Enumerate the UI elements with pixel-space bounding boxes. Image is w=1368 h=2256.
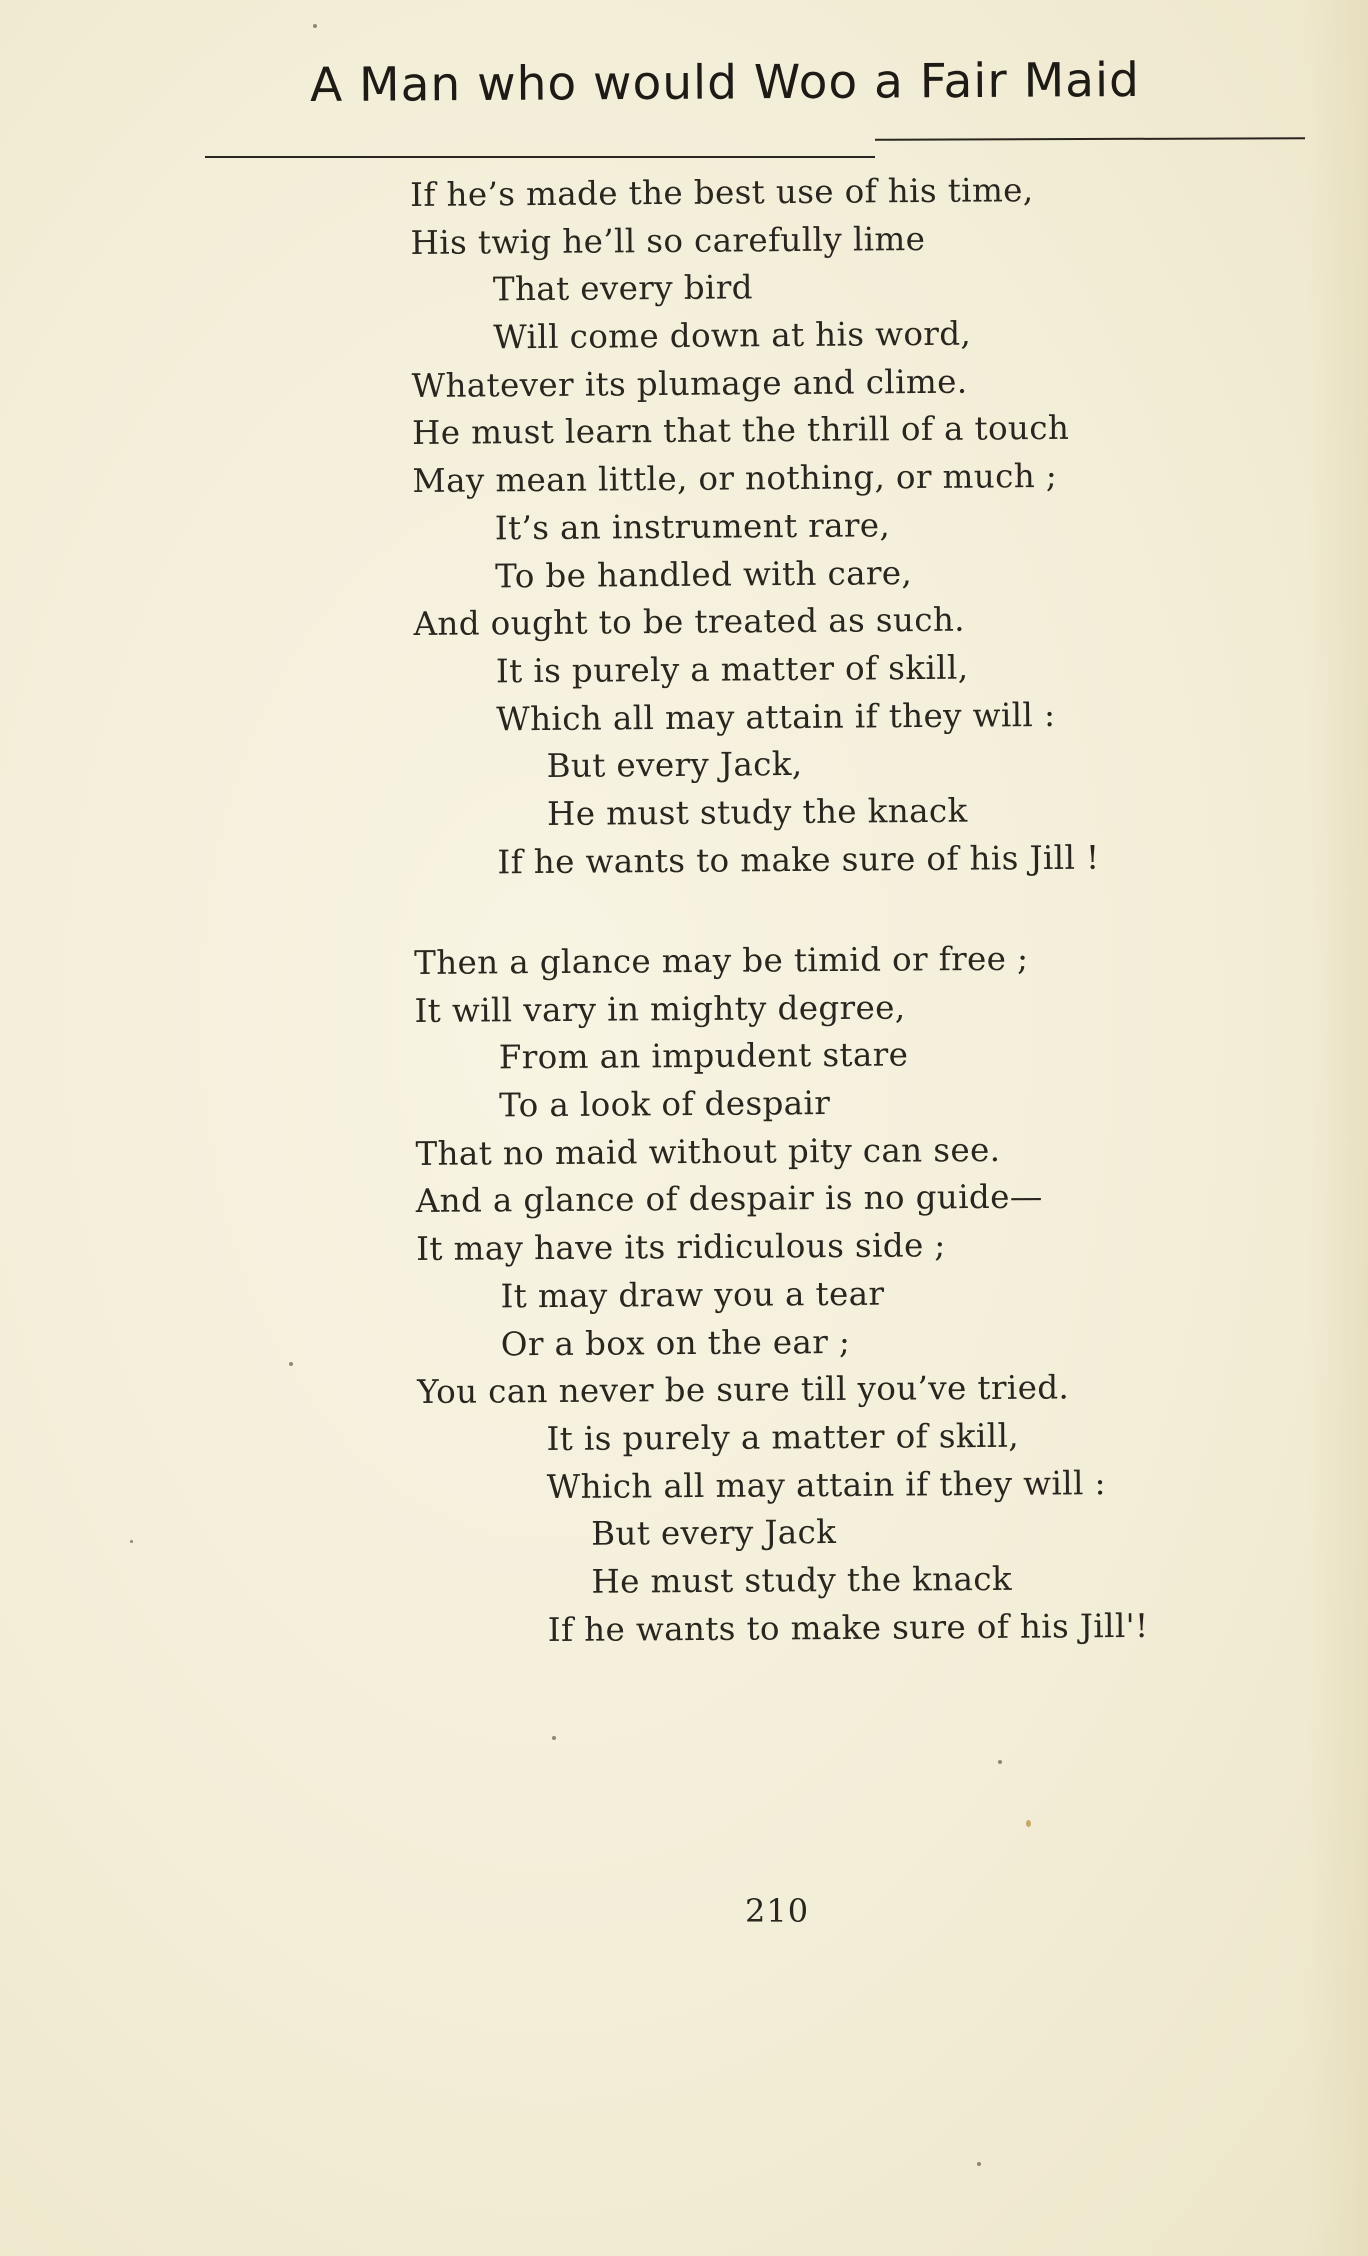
- page-number: 210: [745, 1892, 810, 1930]
- verse-line: That no maid without pity can see.: [415, 1130, 1001, 1173]
- verse-line: From an impudent stare: [498, 1035, 909, 1077]
- paper-speck: [977, 2162, 981, 2166]
- verse-line: His twig he’ll so carefully lime: [410, 219, 926, 262]
- verse-line: May mean little, or nothing, or much ;: [412, 457, 1058, 501]
- verse-line: That every bird: [492, 268, 754, 309]
- verse-line: But every Jack,: [546, 745, 803, 786]
- verse-line: He must study the knack: [591, 1559, 1013, 1601]
- verse-line: It is purely a matter of skill,: [495, 648, 969, 691]
- paper-speck: [998, 1760, 1002, 1764]
- header-rule-left: [205, 156, 875, 158]
- verse-line: If he wants to make sure of his Jill !: [497, 838, 1100, 881]
- verse-line: And ought to be treated as such.: [413, 600, 966, 644]
- verse-line: To a look of despair: [499, 1084, 831, 1125]
- paper-speck: [313, 24, 317, 28]
- verse-line: To be handled with care,: [495, 553, 913, 595]
- stanza-2: [410, 934, 1215, 1655]
- verse-line: Or a box on the ear ;: [500, 1322, 851, 1363]
- verse-line: He must study the knack: [546, 791, 968, 833]
- verse-line: Whatever its plumage and clime.: [411, 362, 968, 405]
- verse-line: Will come down at his word,: [493, 314, 972, 357]
- verse-line: It may draw you a tear: [500, 1274, 885, 1316]
- page-edge-shading: [1308, 0, 1368, 2256]
- verse-line: If he’s made the best use of his time,: [410, 171, 1034, 214]
- verse-line: It is purely a matter of skill,: [546, 1416, 1020, 1458]
- verse-line: You can never be sure till you’ve tried.: [417, 1368, 1070, 1412]
- header-rule-right: [875, 137, 1305, 141]
- paper-speck: [1026, 1820, 1031, 1827]
- verse-line: It will vary in mighty degree,: [414, 988, 906, 1030]
- verse-line: Then a glance may be timid or free ;: [414, 939, 1029, 982]
- verse-line: It may have its ridiculous side ;: [416, 1226, 946, 1269]
- verse-line: And a glance of despair is no guide—: [415, 1178, 1043, 1221]
- paper-speck: [289, 1362, 293, 1366]
- verse-line: If he wants to make sure of his Jill'!: [547, 1606, 1149, 1649]
- verse-line: Which all may attain if they will :: [546, 1463, 1107, 1506]
- verse-line: It’s an instrument rare,: [494, 506, 891, 548]
- verse-line: He must learn that the thrill of a touch: [411, 409, 1070, 453]
- paper-speck: [130, 1540, 133, 1543]
- running-title: A Man who would Woo a Fair Maid: [309, 52, 1141, 113]
- verse-line: But every Jack: [591, 1513, 837, 1553]
- stanza-1: [410, 166, 1216, 888]
- paper-speck: [552, 1736, 556, 1740]
- verse-line: Which all may attain if they will :: [496, 695, 1056, 738]
